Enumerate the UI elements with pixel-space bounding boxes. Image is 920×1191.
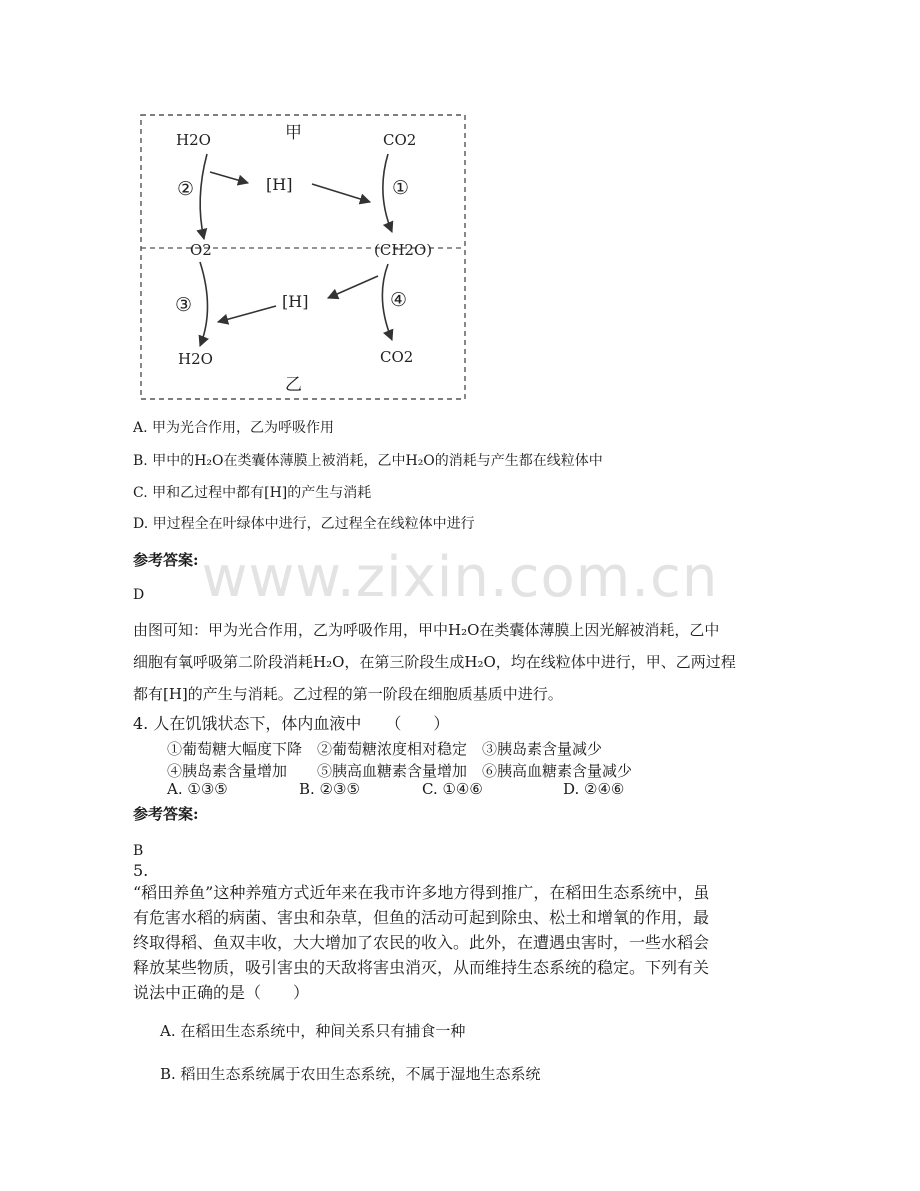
q3-option-c: C. 甲和乙过程中都有[H]的产生与消耗 (133, 485, 372, 501)
ch2o-label: (CH2O) (374, 241, 433, 259)
q4-option-d: D. ②④⑥ (563, 780, 625, 798)
q4-option-a: A. ①③⑤ (167, 780, 228, 798)
q5-option-b: B. 稻田生态系统属于农田生态系统，不属于湿地生态系统 (160, 1065, 541, 1083)
step-3-label: ③ (175, 294, 193, 316)
q3-answer: D (133, 587, 145, 603)
arrow-h-to-h2o (218, 306, 276, 322)
q3-explanation-line1: 由图可知：甲为光合作用，乙为呼吸作用，甲中H₂O在类囊体薄膜上因光解被消耗，乙中 (133, 621, 720, 639)
co2-top-label: CO2 (383, 131, 417, 149)
q5-option-a: A. 在稻田生态系统中，种间关系只有捕食一种 (160, 1022, 466, 1040)
q3-explanation-line3: 都有[H]的产生与消耗。乙过程的第一阶段在细胞质基质中进行。 (133, 685, 563, 703)
h2o-bottom-label: H2O (178, 350, 213, 368)
arrow-co2-to-ch2o (383, 154, 392, 232)
q3-option-b: B. 甲中的H₂O在类囊体薄膜上被消耗，乙中H₂O的消耗与产生都在线粒体中 (133, 453, 603, 469)
q4-stem: 4. 人在饥饿状态下，体内血液中 （ ） (133, 714, 450, 733)
q5-line4: 释放某些物质，吸引害虫的天敌将害虫消灭，从而维持生态系统的稳定。下列有关 (133, 958, 710, 977)
q4-answer-heading: 参考答案: (133, 805, 199, 823)
o2-label: O2 (190, 241, 212, 259)
h-bottom-label: [H] (282, 292, 309, 311)
label-jia: 甲 (285, 123, 302, 143)
q5-number: 5. (133, 861, 149, 880)
q4-option-b: B. ②③⑤ (299, 780, 360, 798)
arrow-h2o-to-h (210, 172, 248, 183)
q3-answer-heading: 参考答案: (133, 551, 199, 569)
step-1-label: ① (392, 177, 410, 199)
arrow-ch2o-to-h (328, 276, 378, 298)
arrow-h2o-to-o2 (200, 154, 207, 239)
label-yi: 乙 (285, 375, 302, 395)
co2-bottom-label: CO2 (380, 348, 414, 366)
step-4-label: ④ (390, 289, 408, 311)
q4-answer: B (133, 843, 144, 859)
arrow-h-to-ch2o (312, 184, 370, 202)
q5-line2: 有危害水稻的病菌、害虫和杂草，但鱼的活动可起到除虫、松土和增氧的作用，最 (133, 908, 710, 927)
q5-line1: “稻田养鱼”这种养殖方式近年来在我市许多地方得到推广，在稻田生态系统中，虽 (133, 883, 710, 902)
step-2-label: ② (177, 178, 195, 200)
q4-option-c: C. ①④⑥ (422, 780, 483, 798)
q3-explanation-line2: 细胞有氧呼吸第二阶段消耗H₂O，在第三阶段生成H₂O，均在线粒体中进行，甲、乙两过程 (133, 653, 736, 671)
q3-option-d: D. 甲过程全在叶绿体中进行，乙过程全在线粒体中进行 (133, 516, 475, 532)
q5-line5: 说法中正确的是（ ） (133, 983, 310, 1002)
q4-item-line2: ④胰岛素含量增加 ⑤胰高血糖素含量增加 ⑥胰高血糖素含量减少 (167, 762, 633, 780)
arrow-o2-to-h2o (200, 262, 208, 346)
watermark: www.zixin.com.cn (201, 545, 719, 610)
h2o-top-label: H2O (176, 131, 211, 149)
h-top-label: [H] (266, 175, 293, 194)
photosynthesis-respiration-diagram (140, 114, 470, 404)
q5-line3: 终取得稻、鱼双丰收，大大增加了农民的收入。此外，在遭遇虫害时，一些水稻会 (133, 933, 710, 952)
q4-item-line1: ①葡萄糖大幅度下降 ②葡萄糖浓度相对稳定 ③胰岛素含量减少 (167, 740, 603, 758)
q3-option-a: A. 甲为光合作用，乙为呼吸作用 (133, 420, 335, 436)
